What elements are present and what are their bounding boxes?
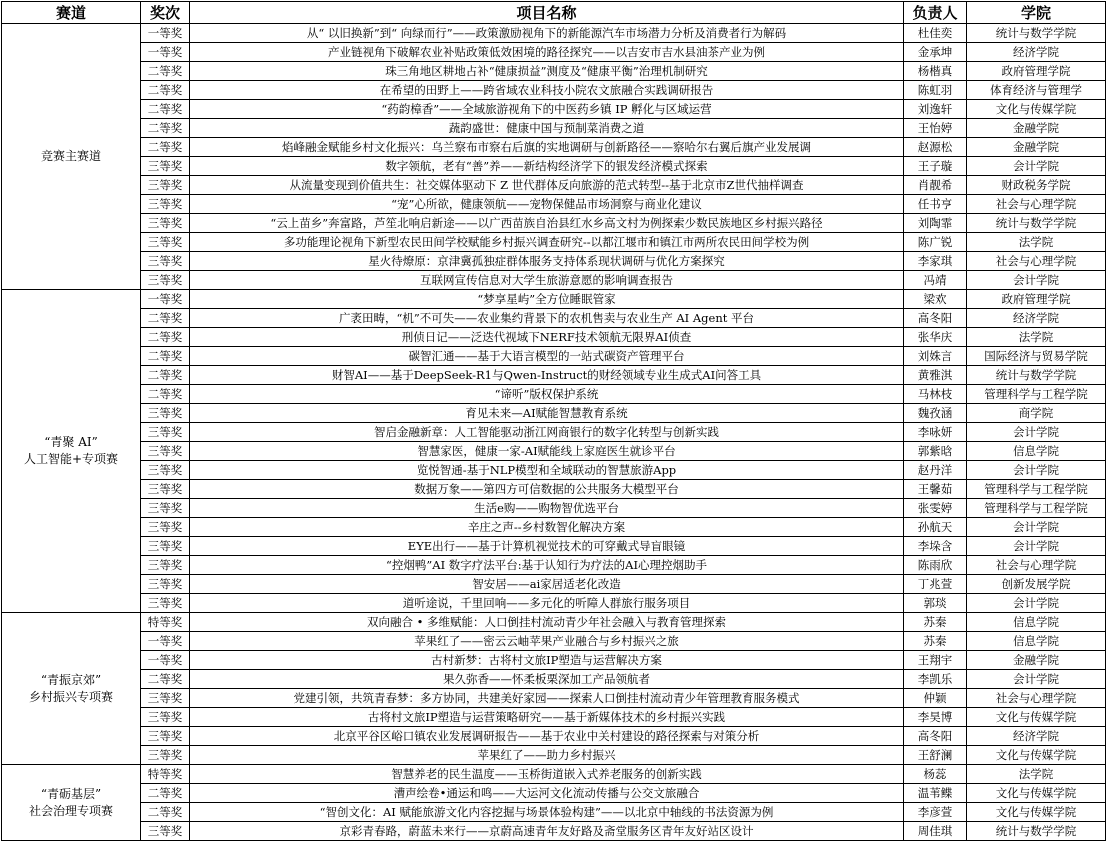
track-name-line: 社会治理专项赛 (28, 803, 113, 818)
leader-cell: 赵丹洋 (904, 461, 967, 480)
track-name-line: 乡村振兴专项赛 (28, 689, 113, 704)
table-row (2, 119, 1106, 138)
leader-cell: 杨楷真 (904, 62, 967, 81)
college-cell: 法学院 (967, 328, 1106, 347)
leader-cell: 苏秦 (904, 613, 967, 632)
project-title-cell: 数字领航，老有“善”养——新结构经济学下的银发经济模式探索 (190, 157, 904, 176)
header-leader: 负责人 (904, 2, 967, 24)
leader-cell: 陈雨欣 (904, 556, 967, 575)
table-row (2, 195, 1106, 214)
header-award: 奖次 (141, 2, 190, 24)
college-cell: 会计学院 (967, 518, 1106, 537)
award-cell: 二等奖 (141, 784, 190, 803)
table-row (2, 670, 1106, 689)
table-row (2, 24, 1106, 43)
award-cell: 三等奖 (141, 252, 190, 271)
college-cell: 管理科学与工程学院 (967, 480, 1106, 499)
college-cell: 统计与数学学院 (967, 822, 1106, 841)
project-title-cell: “智创文化：AI 赋能旅游文化内容挖掘与场景体验构建”——以北京中轴线的书法资源为例 (190, 803, 904, 822)
award-cell: 二等奖 (141, 366, 190, 385)
college-cell: 文化与传媒学院 (967, 708, 1106, 727)
table-row (2, 404, 1106, 423)
college-cell: 会计学院 (967, 670, 1106, 689)
award-cell: 三等奖 (141, 176, 190, 195)
leader-cell: 高冬阳 (904, 309, 967, 328)
college-cell: 信息学院 (967, 613, 1106, 632)
award-cell: 二等奖 (141, 309, 190, 328)
college-cell: 经济学院 (967, 43, 1106, 62)
college-cell: 会计学院 (967, 423, 1106, 442)
college-cell: 经济学院 (967, 727, 1106, 746)
leader-cell: 郭琰 (904, 594, 967, 613)
project-title-cell: “控烟鸭”AI 数字疗法平台:基于认知行为疗法的AI心理控烟助手 (190, 556, 904, 575)
table-row (2, 328, 1106, 347)
project-title-cell: 智安居——ai家居适老化改造 (190, 575, 904, 594)
table-row (2, 290, 1106, 309)
project-title-cell: 财智AI——基于DeepSeek-R1与Qwen-Instruct的财经领域专业生成式AI问答工具 (190, 366, 904, 385)
award-cell: 一等奖 (141, 290, 190, 309)
award-cell: 三等奖 (141, 822, 190, 841)
table-row (2, 537, 1106, 556)
table-row (2, 385, 1106, 404)
award-cell: 三等奖 (141, 480, 190, 499)
project-title-cell: 焰峰融金赋能乡村文化振兴：乌兰察布市察右后旗的实地调研与创新路径——察哈尔右翼后旗产业发展调 (190, 138, 904, 157)
awards-table (1, 1, 1106, 841)
award-cell: 三等奖 (141, 746, 190, 765)
project-title-cell: 多功能理论视角下新型农民田间学校赋能乡村振兴调查研究--以都江堰市和镇江市两所农民田间学校为例 (190, 233, 904, 252)
award-cell: 三等奖 (141, 214, 190, 233)
award-cell: 二等奖 (141, 138, 190, 157)
college-cell: 社会与心理学院 (967, 689, 1106, 708)
leader-cell: 李昊博 (904, 708, 967, 727)
table-row (2, 461, 1106, 480)
table-row (2, 43, 1106, 62)
leader-cell: 李家琪 (904, 252, 967, 271)
project-title-cell: “宠”心所欲，健康领航——宠物保健品市场洞察与商业化建议 (190, 195, 904, 214)
leader-cell: 张雯婷 (904, 499, 967, 518)
project-title-cell: 从流量变现到价值共生：社交媒体驱动下 Z 世代群体反向旅游的范式转型--基于北京市Z世代抽样调查 (190, 176, 904, 195)
award-cell: 一等奖 (141, 43, 190, 62)
header-college: 学院 (967, 2, 1106, 24)
college-cell: 金融学院 (967, 138, 1106, 157)
leader-cell: 李咏妍 (904, 423, 967, 442)
project-title-cell: “药韵樟香”——全域旅游视角下的中医药乡镇 IP 孵化与区域运营 (190, 100, 904, 119)
award-cell: 三等奖 (141, 461, 190, 480)
leader-cell: 仲颖 (904, 689, 967, 708)
leader-cell: 杨蕊 (904, 765, 967, 784)
table-row (2, 157, 1106, 176)
project-title-cell: 览悦智通-基于NLP模型和全域联动的智慧旅游App (190, 461, 904, 480)
project-title-cell: 智启金融新章：人工智能驱动浙江网商银行的数字化转型与创新实践 (190, 423, 904, 442)
table-row (2, 594, 1106, 613)
leader-cell: 王舒澜 (904, 746, 967, 765)
project-title-cell: 党建引领，共筑青春梦：多方协同，共建美好家园——探索人口倒挂村流动青少年管理教育服务模式 (190, 689, 904, 708)
table-row (2, 613, 1106, 632)
award-cell: 二等奖 (141, 385, 190, 404)
project-title-cell: 果久弥香——怀柔板栗深加工产品领航者 (190, 670, 904, 689)
award-cell: 特等奖 (141, 765, 190, 784)
header-row (2, 2, 1106, 24)
header-track: 赛道 (2, 2, 141, 24)
track-cell (2, 290, 141, 613)
table-row (2, 423, 1106, 442)
table-row (2, 252, 1106, 271)
college-cell: 社会与心理学院 (967, 556, 1106, 575)
leader-cell: 杜佳奕 (904, 24, 967, 43)
college-cell: 文化与传媒学院 (967, 803, 1106, 822)
award-cell: 二等奖 (141, 803, 190, 822)
award-cell: 三等奖 (141, 518, 190, 537)
award-cell: 三等奖 (141, 423, 190, 442)
award-cell: 二等奖 (141, 119, 190, 138)
leader-cell: 李垛含 (904, 537, 967, 556)
award-cell: 一等奖 (141, 24, 190, 43)
leader-cell: 孙航天 (904, 518, 967, 537)
college-cell: 法学院 (967, 233, 1106, 252)
leader-cell: 郭紫晗 (904, 442, 967, 461)
table-row (2, 803, 1106, 822)
college-cell: 会计学院 (967, 271, 1106, 290)
leader-cell: 李彦萱 (904, 803, 967, 822)
track-cell (2, 765, 141, 841)
leader-cell: 李凯乐 (904, 670, 967, 689)
college-cell: 商学院 (967, 404, 1106, 423)
award-cell: 二等奖 (141, 670, 190, 689)
table-row (2, 309, 1106, 328)
college-cell: 会计学院 (967, 537, 1106, 556)
leader-cell: 王怡婷 (904, 119, 967, 138)
college-cell: 财政税务学院 (967, 176, 1106, 195)
award-cell: 二等奖 (141, 100, 190, 119)
award-cell: 三等奖 (141, 195, 190, 214)
project-title-cell: 刑侦日记——泛迭代视域下NERF技术领航无限界AI侦查 (190, 328, 904, 347)
award-cell: 三等奖 (141, 556, 190, 575)
leader-cell: 刘姝言 (904, 347, 967, 366)
award-cell: 三等奖 (141, 442, 190, 461)
project-title-cell: “谛听”版权保护系统 (190, 385, 904, 404)
table-row (2, 62, 1106, 81)
college-cell: 统计与数学学院 (967, 24, 1106, 43)
leader-cell: 温苇鲽 (904, 784, 967, 803)
leader-cell: 丁兆萱 (904, 575, 967, 594)
award-cell: 三等奖 (141, 157, 190, 176)
track-cell (2, 24, 141, 290)
college-cell: 管理科学与工程学院 (967, 499, 1106, 518)
leader-cell: 梁欢 (904, 290, 967, 309)
table-row (2, 347, 1106, 366)
college-cell: 文化与传媒学院 (967, 100, 1106, 119)
table-row (2, 822, 1106, 841)
table-row (2, 689, 1106, 708)
leader-cell: 王翔宇 (904, 651, 967, 670)
track-name-line: 人工智能+专项赛 (23, 452, 119, 466)
college-cell: 经济学院 (967, 309, 1106, 328)
project-title-cell: 数据万象——第四方可信数据的公共服务大模型平台 (190, 480, 904, 499)
project-title-cell: 互联网宣传信息对大学生旅游意愿的影响调查报告 (190, 271, 904, 290)
leader-cell: 赵源松 (904, 138, 967, 157)
project-title-cell: 产业链视角下破解农业补贴政策低效困境的路径探究——以吉安市吉水县油茶产业为例 (190, 43, 904, 62)
college-cell: 国际经济与贸易学院 (967, 347, 1106, 366)
table-row (2, 727, 1106, 746)
award-cell: 三等奖 (141, 708, 190, 727)
leader-cell: 王馨茹 (904, 480, 967, 499)
leader-cell: 黄雅淇 (904, 366, 967, 385)
college-cell: 管理科学与工程学院 (967, 385, 1106, 404)
table-row (2, 499, 1106, 518)
college-cell: 社会与心理学院 (967, 195, 1106, 214)
project-title-cell: 苹果红了——密云云岫苹果产业融合与乡村振兴之旅 (190, 632, 904, 651)
table-row (2, 518, 1106, 537)
award-cell: 一等奖 (141, 651, 190, 670)
track-name-line: “青砺基层” (40, 786, 102, 801)
project-title-cell: 双向融合 • 多维赋能：人口倒挂村流动青少年社会融入与教育管理探索 (190, 613, 904, 632)
project-title-cell: 智慧家医，健康一家-AI赋能线上家庭医生就诊平台 (190, 442, 904, 461)
college-cell: 信息学院 (967, 442, 1106, 461)
award-cell: 二等奖 (141, 328, 190, 347)
project-title-cell: “云上苗乡”奔富路，芦笙北响启新途——以广西苗族自治县红水乡高文村为例探索少数民族地区乡村振兴路径 (190, 214, 904, 233)
table-row (2, 271, 1106, 290)
project-title-cell: 北京平谷区峪口镇农业发展调研报告——基于农业中关村建设的路径探索与对策分析 (190, 727, 904, 746)
project-title-cell: “梦享星屿”全方位睡眠管家 (190, 290, 904, 309)
project-title-cell: 珠三角地区耕地占补“健康损益”测度及“健康平衡”治理机制研究 (190, 62, 904, 81)
project-title-cell: 从“ 以旧换新”到“ 向绿而行”——政策激励视角下的新能源汽车市场潜力分析及消费者行为解码 (190, 24, 904, 43)
table-row (2, 765, 1106, 784)
track-cell (2, 613, 141, 765)
project-title-cell: 古将村文旅IP塑造与运营策略研究——基于新媒体技术的乡村振兴实践 (190, 708, 904, 727)
table-row (2, 575, 1106, 594)
college-cell: 金融学院 (967, 651, 1106, 670)
table-row (2, 176, 1106, 195)
project-title-cell: EYE出行——基于计算机视觉技术的可穿戴式导盲眼镜 (190, 537, 904, 556)
college-cell: 会计学院 (967, 157, 1106, 176)
project-title-cell: 智慧养老的民生温度——玉桥街道嵌入式养老服务的创新实践 (190, 765, 904, 784)
leader-cell: 苏秦 (904, 632, 967, 651)
project-title-cell: 漕声绘卷•通运和鸣——大运河文化流动传播与公交文旅融合 (190, 784, 904, 803)
award-cell: 三等奖 (141, 689, 190, 708)
leader-cell: 肖靓希 (904, 176, 967, 195)
award-cell: 三等奖 (141, 233, 190, 252)
table-row (2, 233, 1106, 252)
leader-cell: 魏孜涵 (904, 404, 967, 423)
college-cell: 政府管理学院 (967, 290, 1106, 309)
project-title-cell: 星火待燎原：京津冀孤独症群体服务支持体系现状调研与优化方案探究 (190, 252, 904, 271)
college-cell: 会计学院 (967, 461, 1106, 480)
college-cell: 统计与数学学院 (967, 214, 1106, 233)
project-title-cell: 蔬韵盛世：健康中国与预制菜消费之道 (190, 119, 904, 138)
college-cell: 文化与传媒学院 (967, 784, 1106, 803)
leader-cell: 陈广锐 (904, 233, 967, 252)
award-cell: 三等奖 (141, 727, 190, 746)
track-name-line: “青聚 AI” (44, 435, 98, 449)
award-cell: 二等奖 (141, 347, 190, 366)
project-title-cell: 育见未来—AI赋能智慧教育系统 (190, 404, 904, 423)
award-cell: 二等奖 (141, 81, 190, 100)
table-row (2, 556, 1106, 575)
project-title-cell: 在希望的田野上——跨省域农业科技小院农文旅融合实践调研报告 (190, 81, 904, 100)
track-name-line: “青振京郊” (40, 672, 102, 687)
project-title-cell: 苹果红了——助力乡村振兴 (190, 746, 904, 765)
award-cell: 三等奖 (141, 594, 190, 613)
project-title-cell: 碳智汇通——基于大语言模型的一站式碳资产管理平台 (190, 347, 904, 366)
leader-cell: 陈虹羽 (904, 81, 967, 100)
college-cell: 信息学院 (967, 632, 1106, 651)
award-cell: 三等奖 (141, 575, 190, 594)
college-cell: 文化与传媒学院 (967, 746, 1106, 765)
award-cell: 三等奖 (141, 271, 190, 290)
award-cell: 一等奖 (141, 632, 190, 651)
project-title-cell: 广袤田畴，“机”不可失——农业集约背景下的农机售卖与农业生产 AI Agent 平台 (190, 309, 904, 328)
college-cell: 创新发展学院 (967, 575, 1106, 594)
leader-cell: 冯靖 (904, 271, 967, 290)
leader-cell: 金承坤 (904, 43, 967, 62)
award-cell: 三等奖 (141, 404, 190, 423)
college-cell: 会计学院 (967, 594, 1106, 613)
college-cell: 统计与数学学院 (967, 366, 1106, 385)
college-cell: 体育经济与管理学 (967, 81, 1106, 100)
table-row (2, 632, 1106, 651)
project-title-cell: 辛庄之声--乡村数智化解决方案 (190, 518, 904, 537)
leader-cell: 刘逸轩 (904, 100, 967, 119)
table-row (2, 784, 1106, 803)
leader-cell: 高冬阳 (904, 727, 967, 746)
leader-cell: 马林枝 (904, 385, 967, 404)
track-name-line: 竞赛主赛道 (40, 149, 101, 163)
leader-cell: 张华庆 (904, 328, 967, 347)
table-row (2, 708, 1106, 727)
header-project: 项目名称 (190, 2, 904, 24)
table-row (2, 214, 1106, 233)
leader-cell: 周佳琪 (904, 822, 967, 841)
college-cell: 法学院 (967, 765, 1106, 784)
table-row (2, 651, 1106, 670)
table-body (2, 24, 1106, 841)
table-row (2, 81, 1106, 100)
award-cell: 二等奖 (141, 62, 190, 81)
award-cell: 三等奖 (141, 537, 190, 556)
project-title-cell: 生活e购——购物智优选平台 (190, 499, 904, 518)
table-row (2, 746, 1106, 765)
college-cell: 社会与心理学院 (967, 252, 1106, 271)
leader-cell: 任书亨 (904, 195, 967, 214)
table-row (2, 480, 1106, 499)
table-row (2, 138, 1106, 157)
table-row (2, 442, 1106, 461)
project-title-cell: 古村新梦：古将村文旅IP塑造与运营解决方案 (190, 651, 904, 670)
college-cell: 金融学院 (967, 119, 1106, 138)
table-row (2, 366, 1106, 385)
award-cell: 三等奖 (141, 499, 190, 518)
college-cell: 政府管理学院 (967, 62, 1106, 81)
table-row (2, 100, 1106, 119)
award-cell: 特等奖 (141, 613, 190, 632)
project-title-cell: 道听途说，千里回响——多元化的听障人群旅行服务项目 (190, 594, 904, 613)
leader-cell: 刘陶霏 (904, 214, 967, 233)
project-title-cell: 京彩青春路，蔚蓝未来行——京蔚高速青年友好路及斋堂服务区青年友好站区设计 (190, 822, 904, 841)
leader-cell: 王子璇 (904, 157, 967, 176)
